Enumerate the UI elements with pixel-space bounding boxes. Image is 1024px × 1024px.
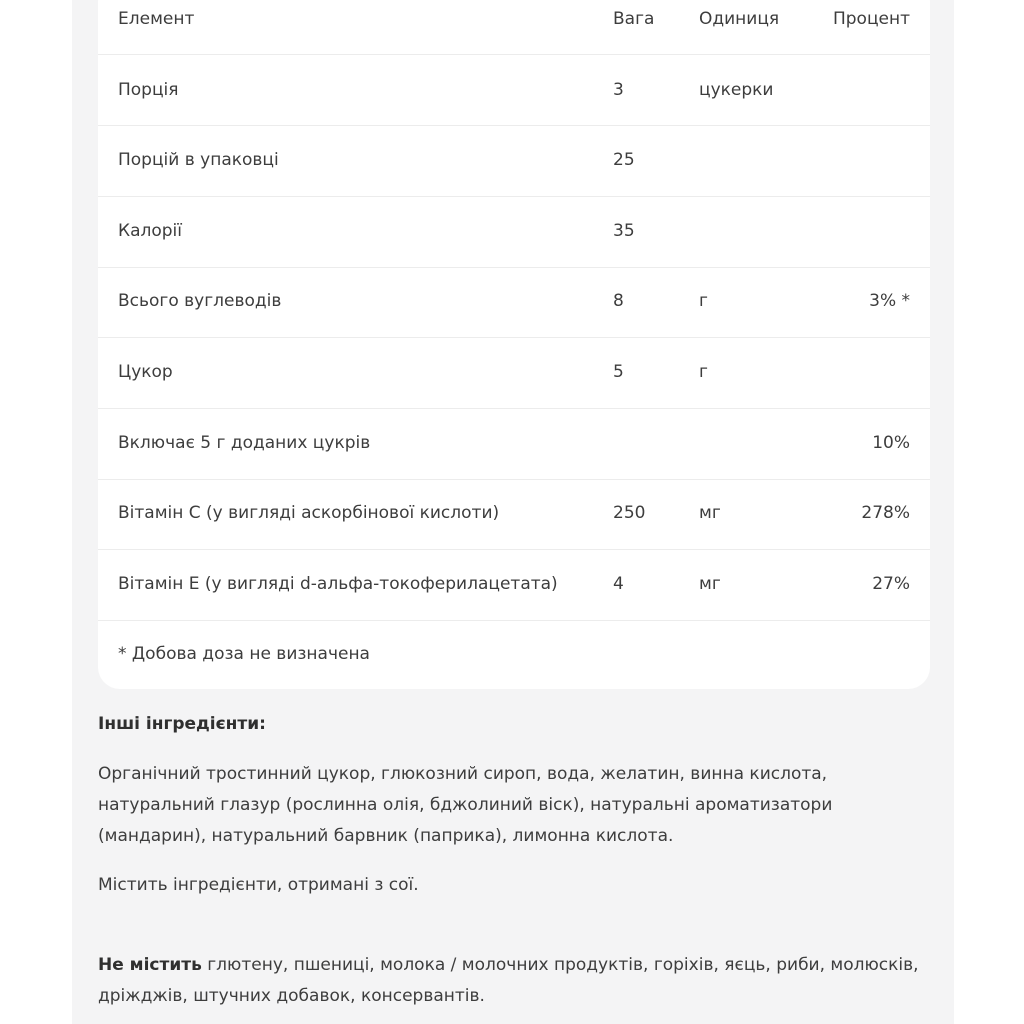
nutrition-table xyxy=(98,0,930,689)
table-row xyxy=(98,338,930,409)
header-percent: Процент xyxy=(832,9,910,29)
free-from-lead: Не містить xyxy=(98,955,202,975)
row-name: Цукор xyxy=(118,362,173,382)
table-row xyxy=(98,479,930,550)
row-name: Калорії xyxy=(118,221,182,241)
row-unit: мг xyxy=(699,574,721,594)
row-name: Порція xyxy=(118,80,179,100)
row-weight: 3 xyxy=(613,80,624,100)
row-weight: 4 xyxy=(613,574,624,594)
header-element: Елемент xyxy=(118,9,195,29)
other-ingredients-heading: Інші інгредієнти: xyxy=(98,714,266,734)
table-header-row xyxy=(98,0,930,55)
row-unit: мг xyxy=(699,503,721,523)
row-name: Всього вуглеводів xyxy=(118,291,282,311)
soy-note: Містить інгредієнти, отримані з сої. xyxy=(98,875,419,895)
row-percent: 3% * xyxy=(869,291,910,311)
header-unit: Одиниця xyxy=(699,9,780,29)
row-name: Включає 5 г доданих цукрів xyxy=(118,433,371,453)
row-weight: 35 xyxy=(613,221,635,241)
row-percent: 27% xyxy=(872,574,910,594)
table-row xyxy=(98,409,930,480)
row-percent: 278% xyxy=(861,503,910,523)
table-row xyxy=(98,267,930,338)
row-percent: 10% xyxy=(872,433,910,453)
footnote: * Добова доза не визначена xyxy=(118,644,370,664)
free-from-list: глютену, пшениці, молока / молочних продуктів, горіхів, яєць, риби, молюсків, дріжджів, штучних добавок, консервантів. xyxy=(98,955,919,1006)
row-weight: 8 xyxy=(613,291,624,311)
table-row xyxy=(98,197,930,268)
row-name: Вітамін C (у вигляді аскорбінової кислоти) xyxy=(118,503,500,523)
table-footnote-row xyxy=(98,620,930,689)
row-name: Вітамін E (у вигляді d-альфа-токоферилацетата) xyxy=(118,574,558,594)
table-row xyxy=(98,126,930,197)
table-row xyxy=(98,55,930,126)
other-ingredients-text: Органічний тростинний цукор, глюкозний сироп, вода, желатин, винна кислота, натуральний глазур (рослинна олія, бджолиний віск), натуральні ароматизатори (мандарин), натуральний барвник (паприка), лимонна кислота. xyxy=(98,764,833,846)
row-unit: цукерки xyxy=(699,80,774,100)
row-unit: г xyxy=(699,291,708,311)
row-weight: 25 xyxy=(613,150,635,170)
row-weight: 250 xyxy=(613,503,646,523)
row-name: Порцій в упаковці xyxy=(118,150,279,170)
free-from-text xyxy=(98,950,928,1012)
row-unit: г xyxy=(699,362,708,382)
table-row xyxy=(98,550,930,621)
header-weight: Вага xyxy=(613,9,655,29)
row-weight: 5 xyxy=(613,362,624,382)
